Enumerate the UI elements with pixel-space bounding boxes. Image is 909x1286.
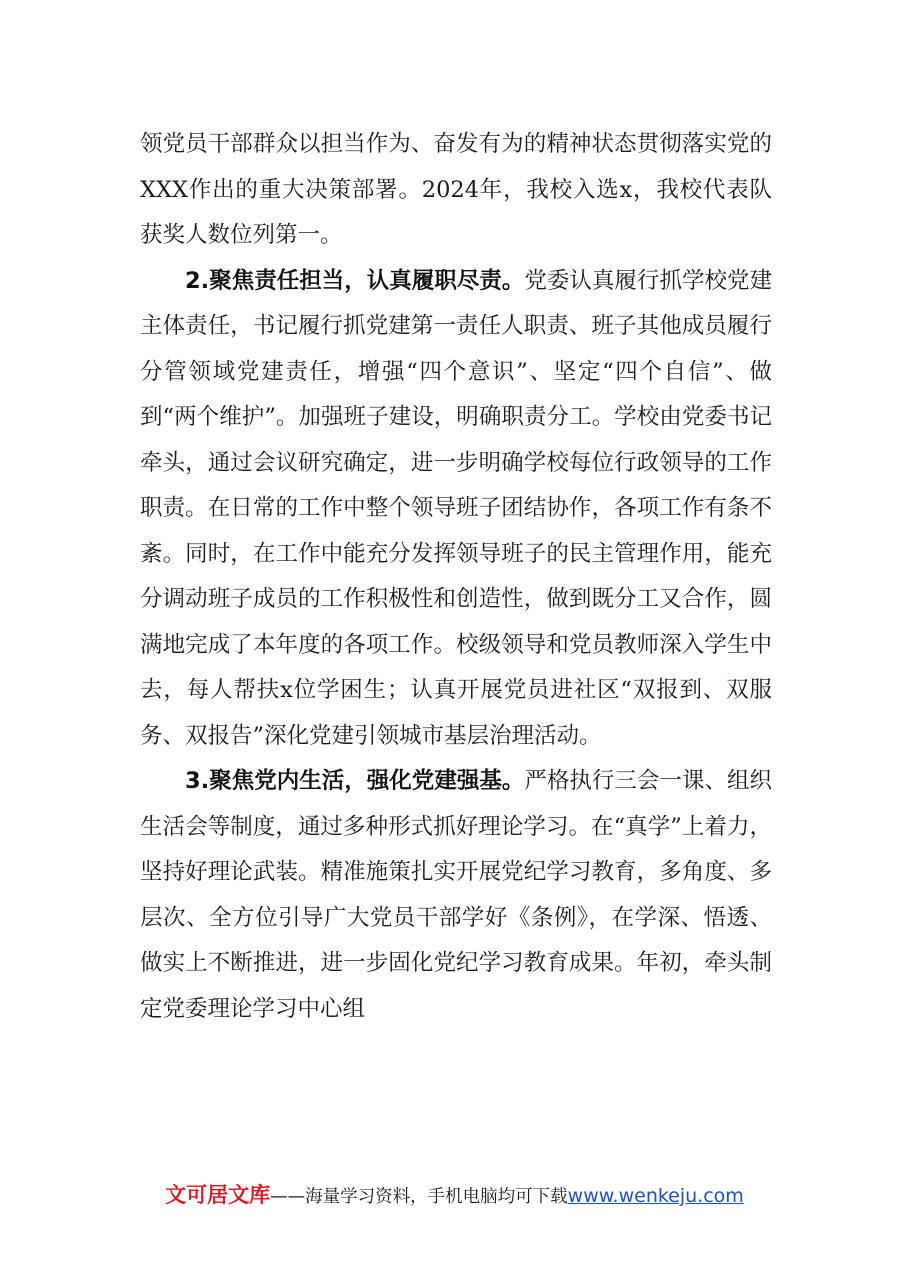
paragraph-3 — [140, 759, 772, 1032]
paragraph-1-text: 领党员干部群众以担当作为、奋发有为的精神状态贯彻落实党的XXX作出的重大决策部署。2024年，我校入选x，我校代表队获奖人数位列第一。 — [140, 131, 772, 248]
paragraph-3-text: 严格执行三会一课、组织生活会等制度，通过多种形式抓好理论学习。在“真学”上着力，坚持好理论武装。精准施策扎实开展党纪学习教育，多角度、多层次、全方位引导广大党员干部学好《条例》，在学深、悟透、做实上不断推进，进一步固化党纪学习教育成果。年初，牵头制定党委理论学习中心组 — [140, 768, 772, 1022]
paragraph-2-heading: 2.聚焦责任担当，认真履职尽责。 — [185, 267, 525, 294]
footer-slogan: ——海量学习资料，手机电脑均可下载 — [270, 1187, 568, 1207]
paragraph-2-text: 党委认真履行抓学校党建主体责任，书记履行抓党建第一责任人职责、班子其他成员履行分管领域党建责任，增强“四个意识”、坚定“四个自信”、做到“两个维护”。加强班子建设，明确职责分工。学校由党委书记牵头，通过会议研究确定，进一步明确学校每位行政领导的工作职责。在日常的工作中整个领导班子团结协作，各项工作有条不紊。同时，在工作中能充分发挥领导班子的民主管理作用，能充分调动班子成员的工作积极性和创造性，做到既分工又合作，圆满地完成了本年度的各项工作。校级领导和党员教师深入学生中去，每人帮扶x位学困生；认真开展党员进社区“双报到、双服务、双报告”深化党建引领城市基层治理活动。 — [140, 267, 772, 749]
paragraph-1 — [140, 122, 772, 259]
footer-brand: 文可居文库 — [165, 1183, 271, 1207]
page-footer — [0, 1180, 909, 1212]
footer-link[interactable]: www.wenkeju.com — [567, 1185, 744, 1207]
document-body — [140, 122, 772, 1032]
paragraph-3-heading: 3.聚焦党内生活，强化党建强基。 — [185, 768, 525, 794]
paragraph-2 — [140, 259, 772, 760]
